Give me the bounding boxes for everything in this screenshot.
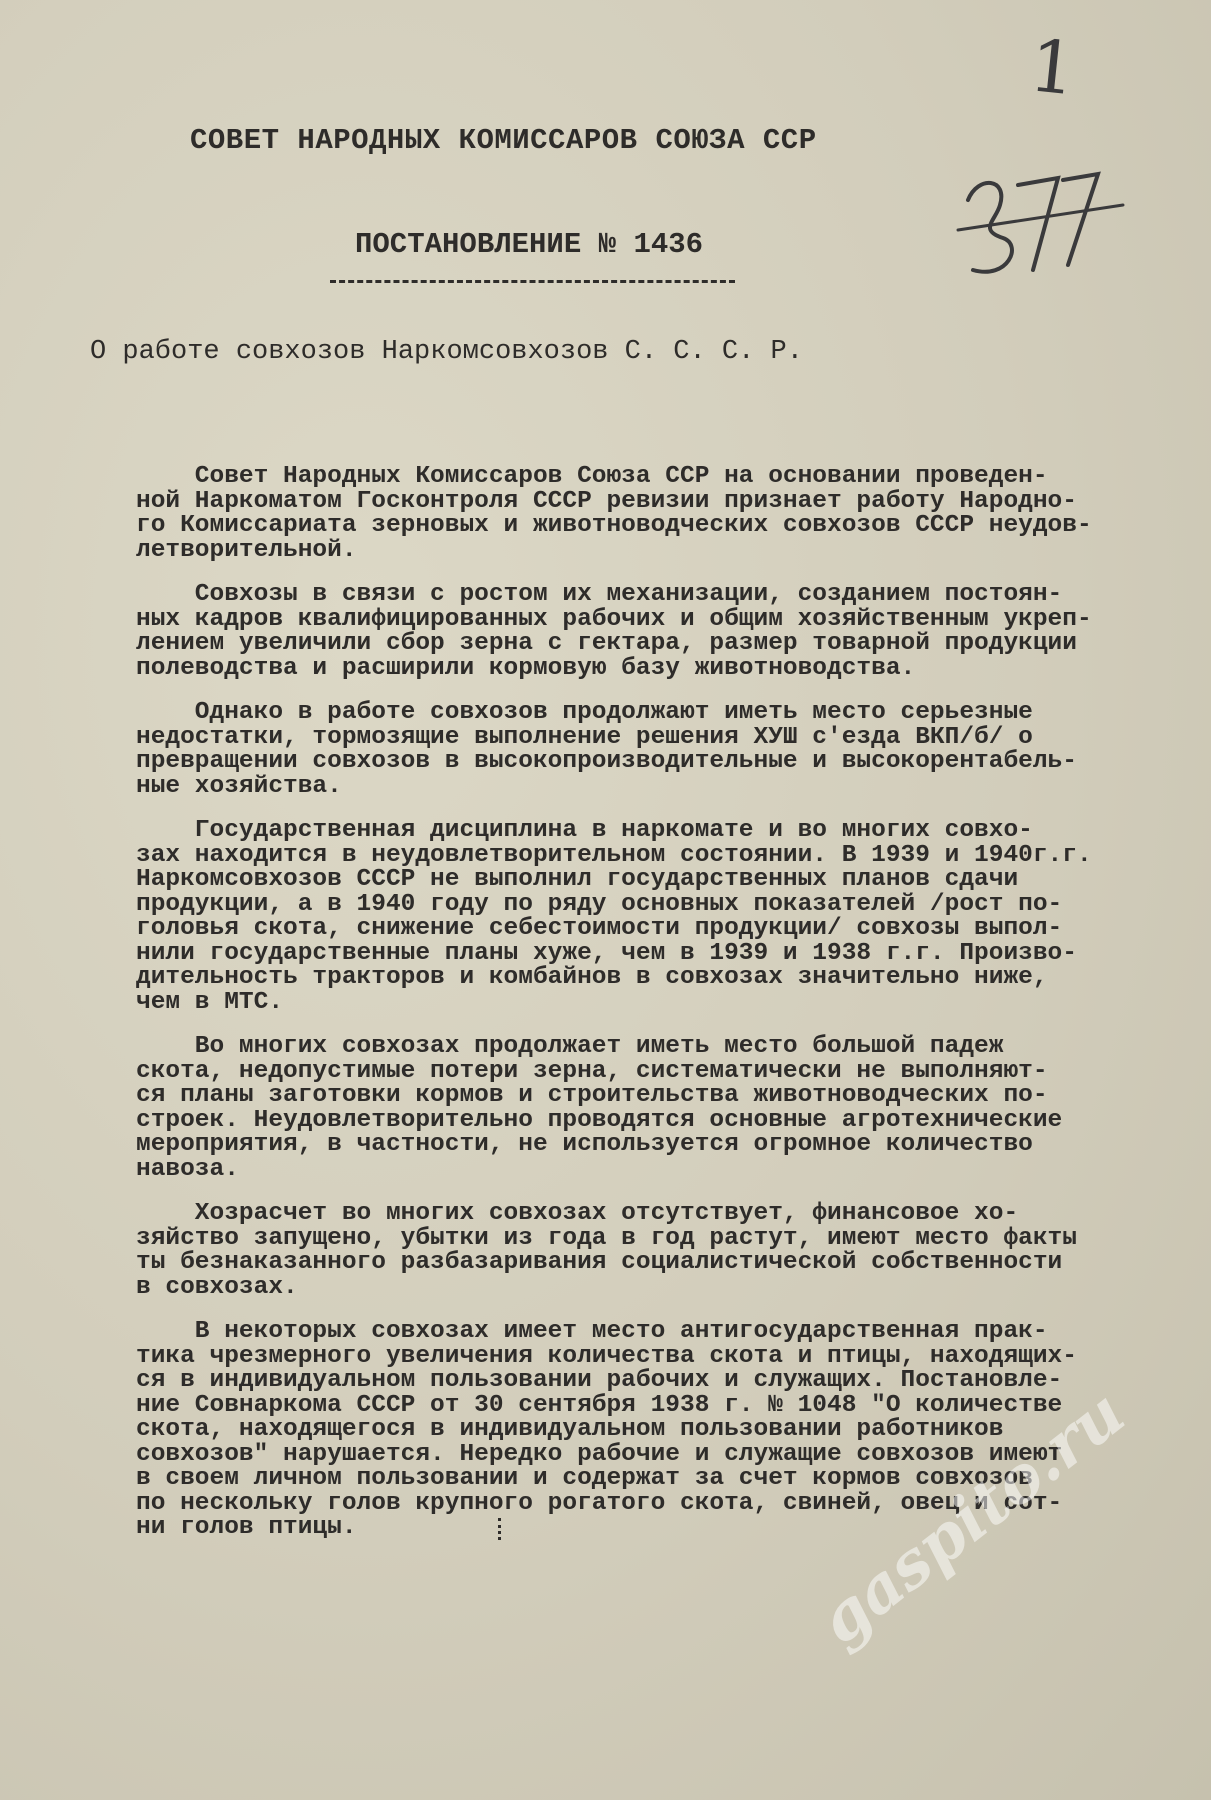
paragraph: [136, 583, 1196, 681]
text-line: зах находится в неудовлетворительном состоянии. В 1939 и 1940г.г.: [136, 841, 1092, 869]
text-line: чем в МТС.: [136, 988, 284, 1016]
text-line: го Комиссариата зерновых и животноводческих совхозов СССР неудов-: [136, 512, 1092, 539]
text-line: скота, находящегося в индивидуальном пользовании работников: [136, 1416, 1004, 1443]
archive-mark: [948, 160, 1128, 290]
text-line: по нескольку голов крупного рогатого скота, свиней, овец и сот-: [136, 1489, 1063, 1517]
text-line: мероприятия, в частности, не используется огромное количество: [136, 1131, 1033, 1158]
text-line: Хозрасчет во многих совхозах отсутствует, финансовое хо-: [136, 1200, 1019, 1227]
text-line: ных кадров квалифицированных рабочих и общим хозяйственным укреп-: [136, 605, 1092, 633]
page-number: 1: [1025, 23, 1081, 112]
text-line: продукции, а в 1940 году по ряду основных показателей /рост по-: [136, 890, 1063, 918]
text-line: ние Совнаркома СССР от 30 сентября 1938 г. № 1048 "О количестве: [136, 1391, 1063, 1419]
decree-title: ПОСТАНОВЛЕНИЕ № 1436: [355, 228, 704, 261]
text-line: В некоторых совхозах имеет место антигосударственная прак-: [136, 1318, 1048, 1345]
org-title: СОВЕТ НАРОДНЫХ КОМИССАРОВ СОЮЗА ССР: [190, 124, 817, 157]
watermark: gaspito.ru: [805, 1375, 1139, 1660]
text-line: ные хозяйства.: [136, 772, 342, 800]
text-line: Совет Народных Комиссаров Союза ССР на основании проведен-: [136, 463, 1048, 490]
text-line: ной Наркоматом Госконтроля СССР ревизии признает работу Народно-: [136, 487, 1077, 515]
text-line: недостатки, тормозящие выполнение решения ХУШ с'езда ВКП/б/ о: [136, 723, 1033, 751]
paragraph: [136, 701, 1196, 799]
text-line: дительность тракторов и комбайнов в совхозах значительно ниже,: [136, 964, 1048, 991]
text-line: превращении совхозов в высокопроизводительные и высокорентабель-: [136, 748, 1077, 775]
decree-underline: [330, 280, 735, 283]
decree-subject: О работе совхозов Наркомсовхозов С. С. С. Р.: [90, 337, 803, 367]
text-line: в совхозах.: [136, 1273, 298, 1301]
paragraph: [136, 1202, 1196, 1300]
text-line: Совхозы в связи с ростом их механизации, созданием постоян-: [136, 581, 1063, 608]
text-line: строек. Неудовлетворительно проводятся основные агротехнические: [136, 1106, 1063, 1134]
text-line: Наркомсовхозов СССР не выполнил государственных планов сдачи: [136, 866, 1019, 893]
paragraph: [136, 465, 1196, 563]
text-line: Государственная дисциплина в наркомате и во многих совхо-: [136, 817, 1033, 844]
text-line: ни голов птицы.: [136, 1514, 357, 1541]
text-line: ся в индивидуальном пользовании рабочих и служащих. Постановле-: [136, 1367, 1063, 1394]
text-line: ся планы заготовки кормов и строительства животноводческих по-: [136, 1082, 1048, 1109]
paragraph: [136, 819, 1196, 1015]
text-line: зяйство запущено, убытки из года в год растут, имеют место факты: [136, 1224, 1077, 1252]
text-line: совхозов" нарушается. Нередко рабочие и служащие совхозов имеют: [136, 1440, 1063, 1468]
text-line: нили государственные планы хуже, чем в 1939 и 1938 г.г. Произво-: [136, 939, 1077, 967]
text-line: Во многих совхозах продолжает иметь место большой падеж: [136, 1033, 1004, 1060]
text-line: тика чрезмерного увеличения количества скота и птицы, находящих-: [136, 1342, 1077, 1370]
text-line: летворительной.: [136, 536, 357, 564]
page-center-mark: [498, 1518, 505, 1540]
decree-body: [136, 465, 1196, 1561]
text-line: полеводства и расширили кормовую базу животноводства.: [136, 654, 916, 682]
text-line: в своем личном пользовании и содержат за счет кормов совхозов: [136, 1465, 1033, 1492]
text-line: ты безнаказанного разбазаривания социалистической собственности: [136, 1249, 1063, 1276]
paragraph: [136, 1035, 1196, 1182]
text-line: головья скота, снижение себестоимости продукции/ совхозы выпол-: [136, 915, 1063, 942]
text-line: навоза.: [136, 1155, 239, 1183]
text-line: Однако в работе совхозов продолжают иметь место серьезные: [136, 699, 1033, 726]
text-line: скота, недопустимые потери зерна, систематически не выполняют-: [136, 1057, 1048, 1085]
text-line: лением увеличили сбор зерна с гектара, размер товарной продукции: [136, 630, 1077, 657]
